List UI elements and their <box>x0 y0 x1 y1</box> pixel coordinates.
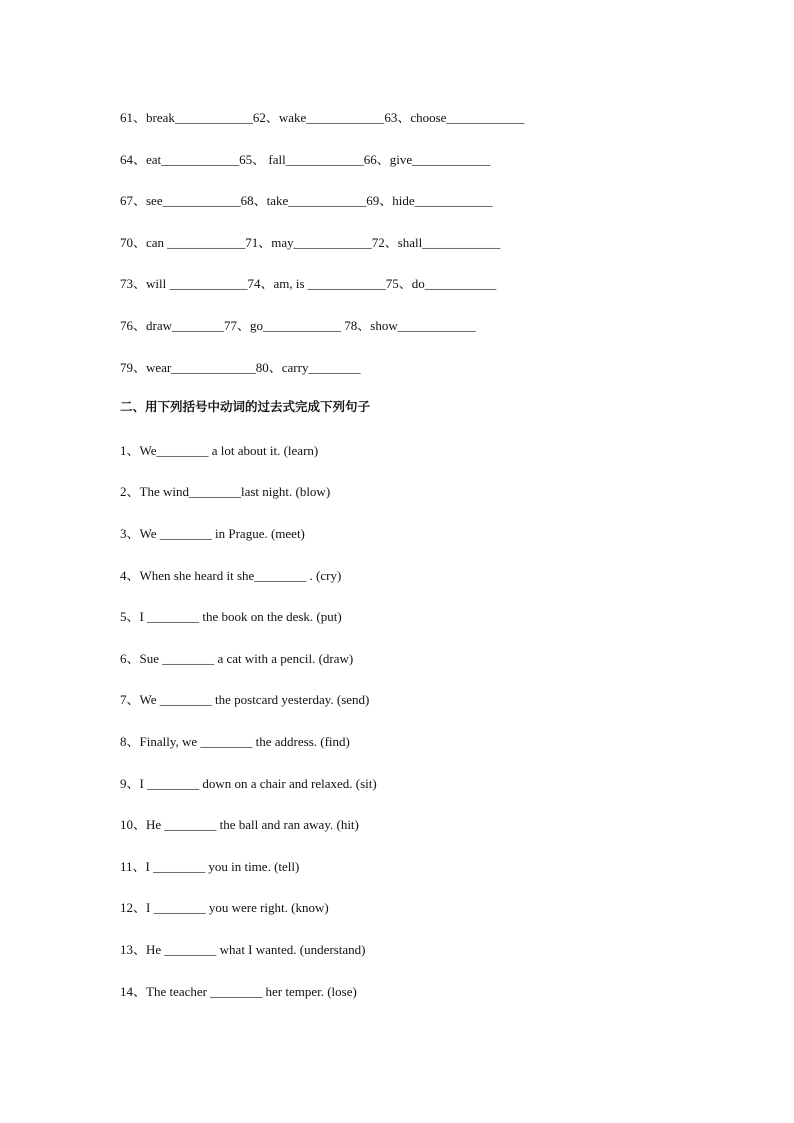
sentence-11: 11、I ________ you in time. (tell) <box>120 859 300 874</box>
verb-row-67-69 <box>120 192 493 210</box>
sentence-2: 2、The wind________last night. (blow) <box>120 484 331 499</box>
verb-item-71: 71、may____________ <box>245 235 372 250</box>
sentence-10: 10、He ________ the ball and ran away. (hit) <box>120 817 359 832</box>
verb-item-76: 76、draw________ <box>120 318 224 333</box>
verb-item-67: 67、see____________ <box>120 193 241 208</box>
verb-row-64-66 <box>120 151 490 169</box>
verb-item-61: 61、break____________ <box>120 110 253 125</box>
verb-item-69: 69、hide____________ <box>366 193 493 208</box>
verb-item-73: 73、will ____________ <box>120 276 248 291</box>
verb-item-65: 65、 fall____________ <box>239 152 364 167</box>
sentence-12: 12、I ________ you were right. (know) <box>120 900 329 915</box>
verb-item-78: 78、show____________ <box>344 318 476 333</box>
verb-item-74: 74、am, is ____________ <box>247 276 386 291</box>
verb-row-79-80 <box>120 359 360 377</box>
verb-item-62: 62、wake____________ <box>252 110 385 125</box>
sentence-8: 8、Finally, we ________ the address. (find) <box>120 734 350 749</box>
verb-item-77: 77、go____________ <box>224 318 345 333</box>
sentence-6: 6、Sue ________ a cat with a pencil. (draw) <box>120 651 354 666</box>
sentence-3: 3、We ________ in Prague. (meet) <box>120 526 305 541</box>
section-title: 二、用下列括号中动词的过去式完成下列句子 <box>120 399 371 414</box>
verb-item-64: 64、eat____________ <box>120 152 240 167</box>
sentence-1: 1、We________ a lot about it. (learn) <box>120 443 319 458</box>
verb-item-75: 75、do___________ <box>385 276 497 291</box>
sentence-4: 4、When she heard it she________ . (cry) <box>120 568 342 583</box>
verb-row-70-72 <box>120 234 500 252</box>
sentence-7: 7、We ________ the postcard yesterday. (send) <box>120 692 370 707</box>
verb-item-63: 63、choose____________ <box>384 110 525 125</box>
verb-item-80: 80、carry________ <box>255 360 361 375</box>
verb-row-73-75 <box>120 275 496 293</box>
sentence-14: 14、The teacher ________ her temper. (lose) <box>120 984 357 999</box>
verb-item-72: 72、shall____________ <box>371 235 501 250</box>
sentence-9: 9、I ________ down on a chair and relaxed. (sit) <box>120 776 377 791</box>
verb-item-66: 66、give____________ <box>363 152 491 167</box>
verb-item-79: 79、wear_____________ <box>120 360 256 375</box>
sentence-5: 5、I ________ the book on the desk. (put) <box>120 609 342 624</box>
verb-item-68: 68、take____________ <box>240 193 367 208</box>
sentence-13: 13、He ________ what I wanted. (understand) <box>120 942 366 957</box>
verb-item-70: 70、can ____________ <box>120 235 246 250</box>
verb-row-61-63 <box>120 109 524 127</box>
verb-row-76-78 <box>120 317 476 335</box>
